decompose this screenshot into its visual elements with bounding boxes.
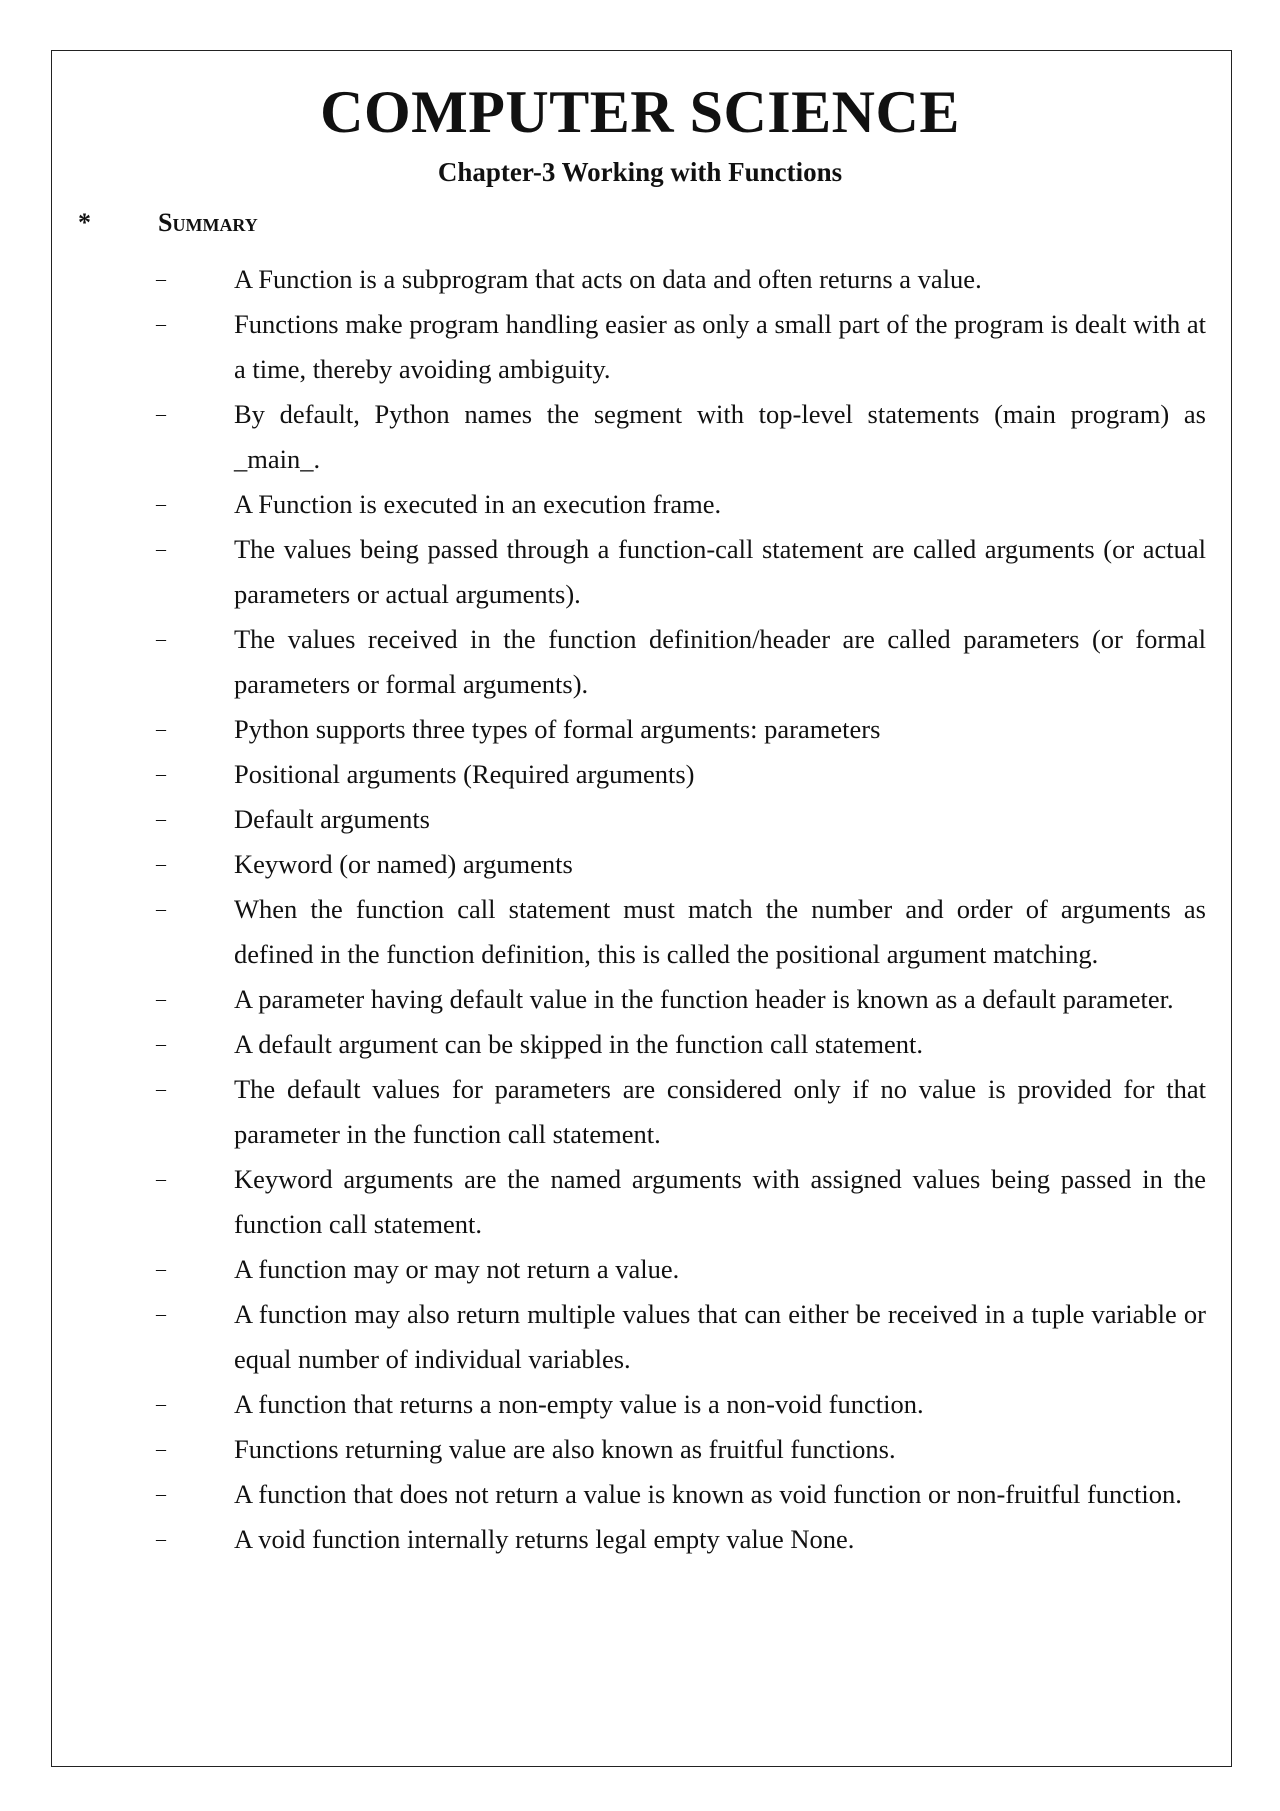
bullet-dash: – bbox=[156, 718, 166, 740]
bullet-dash: – bbox=[156, 1168, 166, 1190]
list-item-text: A Function is executed in an execution frame. bbox=[234, 489, 722, 519]
bullet-dash: – bbox=[156, 1303, 166, 1325]
list-item-text: A default argument can be skipped in the function call statement. bbox=[234, 1029, 924, 1059]
bullet-dash: – bbox=[156, 1033, 166, 1055]
list-item bbox=[150, 1157, 1206, 1247]
list-item-text: A parameter having default value in the function header is known as a default parameter. bbox=[234, 984, 1174, 1014]
list-item-text: A function that returns a non-empty value is a non-void function. bbox=[234, 1389, 924, 1419]
summary-list bbox=[150, 257, 1206, 1562]
list-item-text: A function that does not return a value is known as void function or non-fruitful function. bbox=[234, 1479, 1182, 1509]
bullet-dash: – bbox=[156, 313, 166, 335]
list-item-text: The values received in the function definition/header are called parameters (or formal parameters or formal arguments). bbox=[234, 624, 1206, 699]
list-item-text: The values being passed through a function-call statement are called arguments (or actual parameters or actual arguments). bbox=[234, 534, 1206, 609]
bullet-dash: – bbox=[156, 988, 166, 1010]
bullet-dash: – bbox=[156, 1393, 166, 1415]
list-item bbox=[150, 1382, 1206, 1427]
section-marker: * bbox=[78, 208, 91, 237]
list-item-text: By default, Python names the segment with top-level statements (main program) as _main_. bbox=[234, 399, 1206, 474]
list-item bbox=[150, 887, 1206, 977]
list-item bbox=[150, 392, 1206, 482]
list-item bbox=[150, 1022, 1206, 1067]
bullet-dash: – bbox=[156, 1438, 166, 1460]
bullet-dash: – bbox=[156, 1258, 166, 1280]
list-item-text: A function may or may not return a value. bbox=[234, 1254, 680, 1284]
chapter-subtitle: Chapter-3 Working with Functions bbox=[437, 157, 843, 187]
list-item bbox=[150, 1472, 1206, 1517]
section-label: Summary bbox=[158, 208, 258, 237]
list-item-text: The default values for parameters are considered only if no value is provided for that parameter in the function call statement. bbox=[234, 1074, 1206, 1149]
bullet-dash: – bbox=[156, 808, 166, 830]
list-item-text: A void function internally returns legal empty value None. bbox=[234, 1524, 855, 1554]
list-item bbox=[150, 1292, 1206, 1382]
list-item-text: Positional arguments (Required arguments) bbox=[234, 759, 695, 789]
list-item-text: Python supports three types of formal arguments: parameters bbox=[234, 714, 881, 744]
list-item-text: When the function call statement must match the number and order of arguments as defined in the function definition, this is called the positional argument matching. bbox=[234, 894, 1206, 969]
list-item-text: Default arguments bbox=[234, 804, 430, 834]
bullet-dash: – bbox=[156, 763, 166, 785]
list-item bbox=[150, 752, 1206, 797]
list-item bbox=[150, 1517, 1206, 1562]
bullet-dash: – bbox=[156, 1528, 166, 1550]
bullet-dash: – bbox=[156, 853, 166, 875]
bullet-dash: – bbox=[156, 493, 166, 515]
list-item-text: Functions make program handling easier as only a small part of the program is dealt with at a time, thereby avoiding ambiguity. bbox=[234, 309, 1206, 384]
list-item bbox=[150, 842, 1206, 887]
bullet-dash: – bbox=[156, 628, 166, 650]
bullet-dash: – bbox=[156, 403, 166, 425]
page-title: COMPUTER SCIENCE bbox=[320, 79, 960, 145]
list-item bbox=[150, 302, 1206, 392]
list-item bbox=[150, 797, 1206, 842]
list-item bbox=[150, 977, 1206, 1022]
bullet-dash: – bbox=[156, 1483, 166, 1505]
list-item bbox=[150, 617, 1206, 707]
list-item-text: Keyword arguments are the named arguments with assigned values being passed in the function call statement. bbox=[234, 1164, 1206, 1239]
list-item-text: A function may also return multiple values that can either be received in a tuple variable or equal number of individual variables. bbox=[234, 1299, 1206, 1374]
bullet-dash: – bbox=[156, 898, 166, 920]
list-item-text: A Function is a subprogram that acts on data and often returns a value. bbox=[234, 264, 982, 294]
list-item bbox=[150, 257, 1206, 302]
list-item bbox=[150, 1427, 1206, 1472]
list-item bbox=[150, 1247, 1206, 1292]
list-item bbox=[150, 527, 1206, 617]
bullet-dash: – bbox=[156, 268, 166, 290]
bullet-dash: – bbox=[156, 538, 166, 560]
list-item-text: Functions returning value are also known as fruitful functions. bbox=[234, 1434, 896, 1464]
list-item bbox=[150, 707, 1206, 752]
list-item-text: Keyword (or named) arguments bbox=[234, 849, 573, 879]
bullet-dash: – bbox=[156, 1078, 166, 1100]
list-item bbox=[150, 1067, 1206, 1157]
list-item bbox=[150, 482, 1206, 527]
